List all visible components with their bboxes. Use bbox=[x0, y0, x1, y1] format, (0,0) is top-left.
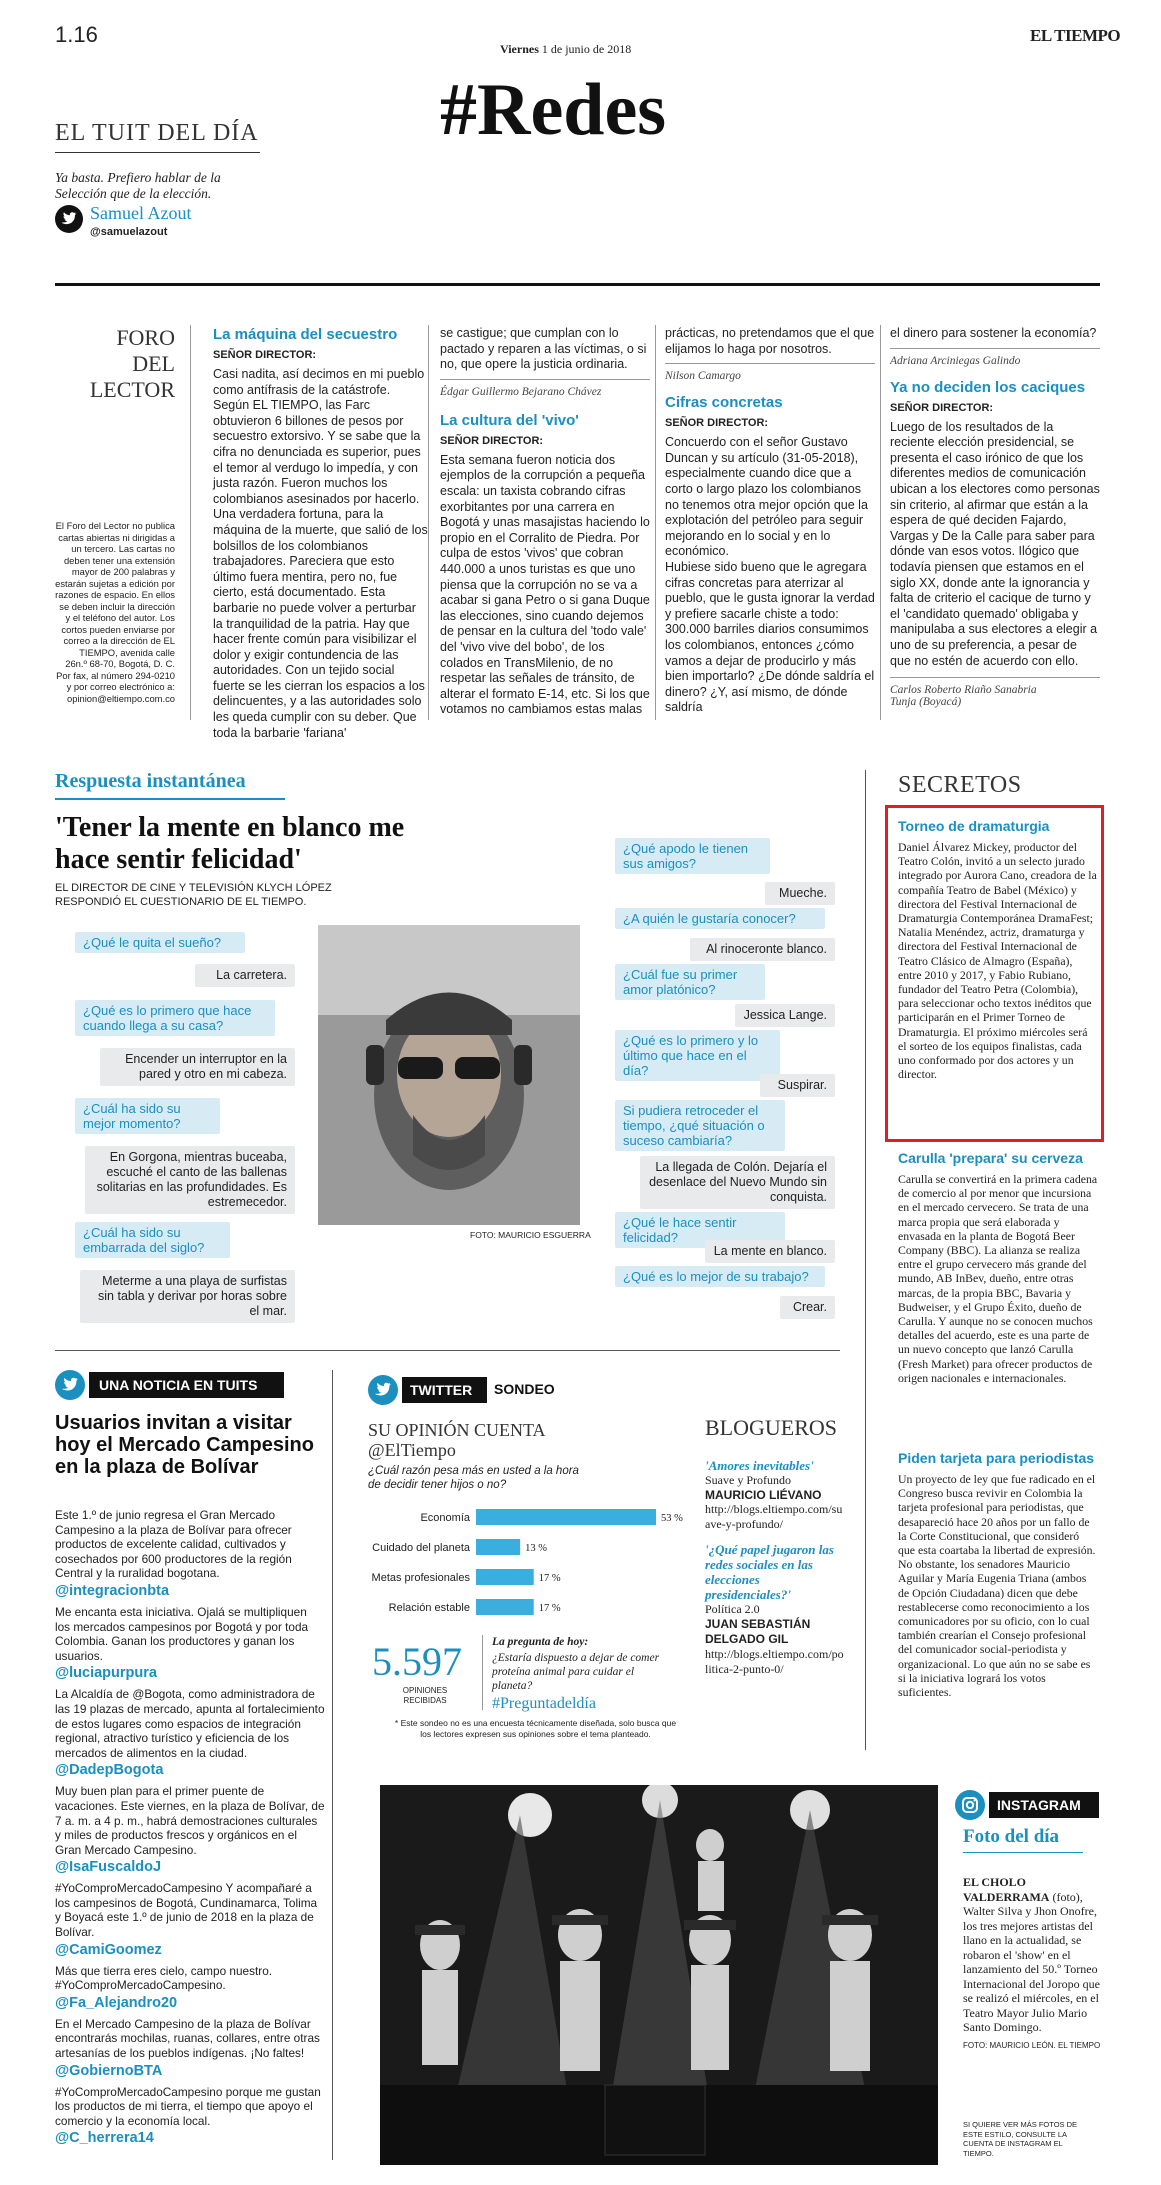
right-a-4: Suspirar. bbox=[760, 1074, 835, 1097]
header-rule bbox=[55, 283, 1100, 286]
secretos-item-2 bbox=[898, 1150, 1098, 1385]
left-a-4: Meterme a una playa de surfistas sin tabla y derivar por horas sobre el mar. bbox=[80, 1270, 295, 1323]
tweet-7 bbox=[55, 2017, 325, 2079]
letter-2-title: La cultura del 'vivo' bbox=[440, 411, 579, 429]
letter-2-signature: Nilson Camargo bbox=[665, 370, 741, 383]
tweet-text: La Alcaldía de @Bogota, como administradora de las 19 plazas de mercado, apunta al fortalecimiento de estos lugares como espacios de integración regional, atractivo turístico y eficiencia de los mercados de alimentos en la ciudad. bbox=[55, 1687, 325, 1760]
tuit-author: Samuel Azout bbox=[90, 203, 192, 223]
next-question: ¿Estaría dispuesto a dejar de comer proteína animal para cuidar el planeta? bbox=[492, 1652, 660, 1692]
letter-4-body: Luego de los resultados de la reciente elección presidencial, se presenta el caso irónico de que los diferentes medios de comunicación ubican a los electores como personas sin criterio, al afirmar que están a la espera de qué deciden Fajardo, Vargas y De la Calle para saber para dónde van esos votos. Ilógico que todavía piensen que estamos en el siglo XX, donde ante la ignorancia y falta de criterio el cacique de turno y el 'candidato quemado' obligaba y manipulaba a sus electores a elegir a uno de su preferencia, a pesar de que no estén de acuerdo con ello. bbox=[890, 419, 1100, 668]
letter-4-salutation: SEÑOR DIRECTOR: bbox=[890, 401, 994, 414]
blog-title: '¿Qué papel jugaron las redes sociales en las elecciones presidenciales?' bbox=[705, 1542, 834, 1602]
respuesta-dek: EL DIRECTOR DE CINE Y TELEVISIÓN KLYCH LÓPEZ RESPONDIÓ EL CUESTIONARIO DE EL TIEMPO. bbox=[55, 882, 332, 908]
tweet-handle[interactable]: @integracionbta bbox=[55, 1582, 170, 1599]
col-rule-1 bbox=[428, 325, 429, 720]
tweet-handle[interactable]: @DadepBogota bbox=[55, 1762, 164, 1779]
blogueros-list bbox=[705, 1458, 845, 1677]
letter-1-body: Casi nadita, así decimos en mi pueblo como antífrasis de la catástrofe. Según EL TIEMPO, las Farc obtuvieron 6 billones de pesos por secuestro extorsivo. Y se sabe que la cifra no denunciada es superior, pues el temor al verdugo lo impedía, y con justa razón. Fueron muchos los colombianos asesinados por hacerlo. Una verdadera fortuna, para la máquina de la muerte, que salió de los bolsillos de los colombianos trabajadores. Pareciera que esto último fuera mentira, pero no, fue cierto, está documentado. Esta barbarie no puede volver a perturbar la tranquilidad de la patria. Hay que hacer frente común para visibilizar el dolor y exigir contundencia de las autoridades. Con un tejido social fuerte se les cierran los espacios a los delincuentes, y a las autoridades solo les queda cumplir con su deber. Que toda la barbarie 'fariana' bbox=[213, 367, 428, 740]
right-q-3: ¿Cuál fue su primer amor platónico? bbox=[615, 964, 765, 1000]
twitter-bird-icon bbox=[55, 205, 83, 233]
instagram-icon bbox=[955, 1790, 985, 1820]
right-a-1: Mueche. bbox=[765, 882, 835, 905]
page-number: 1.16 bbox=[55, 22, 98, 47]
instagram-photo bbox=[380, 1785, 938, 2165]
letter-2-continuation: prácticas, no pretendamos que el que elijamos lo haga por nosotros. bbox=[665, 326, 875, 356]
col-rule-2 bbox=[655, 325, 656, 720]
next-question-label: La pregunta de hoy: bbox=[492, 1636, 589, 1648]
right-q-4: ¿Qué es lo primero y lo último que hace en el día? bbox=[615, 1030, 780, 1081]
blogueros-title: BLOGUEROS bbox=[705, 1415, 838, 1440]
tweet-text: Más que tierra eres cielo, campo nuestro. #YoComproMercadoCampesino. bbox=[55, 1963, 273, 1993]
respuesta-kicker: Respuesta instantánea bbox=[55, 770, 246, 792]
right-q-5: Si pudiera retroceder el tiempo, ¿qué situación o suceso cambiaría? bbox=[615, 1100, 785, 1151]
date-rest: 1 de junio de 2018 bbox=[541, 42, 632, 56]
sondeo-brand: TWITTER bbox=[402, 1377, 487, 1403]
blog-name: Suave y Profundo bbox=[705, 1473, 791, 1487]
left-a-2: Encender un interruptor en la pared y otro en mi cabeza. bbox=[100, 1048, 295, 1086]
blog-item-2[interactable] bbox=[705, 1542, 845, 1677]
tweet-text: Me encanta esta iniciativa. Ojalá se multipliquen los mercados campesinos por Bogotá y por toda Colombia. Ganan los productores y ganan los usuarios. bbox=[55, 1604, 309, 1663]
right-a-6: La mente en blanco. bbox=[705, 1240, 835, 1263]
bar bbox=[476, 1509, 656, 1525]
sondeo-bar-chart bbox=[368, 1505, 698, 1625]
portrait-photo bbox=[318, 925, 580, 1225]
tweet-handle[interactable]: @CamiGoomez bbox=[55, 1941, 162, 1958]
bar bbox=[476, 1569, 534, 1585]
left-q-4: ¿Cuál ha sido su embarrada del siglo? bbox=[75, 1222, 230, 1258]
letter-1-salutation: SEÑOR DIRECTOR: bbox=[213, 349, 317, 361]
right-q-1: ¿Qué apodo le tienen sus amigos? bbox=[615, 838, 770, 874]
foro-rule bbox=[190, 325, 191, 720]
right-a-2: Al rinoceronte blanco. bbox=[690, 938, 835, 961]
secretos-item-3 bbox=[898, 1450, 1098, 1699]
blog-author: JUAN SEBASTIÁN DELGADO GIL bbox=[705, 1617, 811, 1646]
instagram-title-underline bbox=[963, 1852, 1083, 1853]
letter-2-sig-rule bbox=[665, 363, 875, 364]
tuits-rule bbox=[332, 1370, 333, 2160]
tweet-text: En el Mercado Campesino de la plaza de Bolívar encontrarás mochilas, ruanas, collares, entre otras artesanías de los pueblos indígenas. ¡No faltes! bbox=[55, 2016, 320, 2061]
tweet-1 bbox=[55, 1508, 325, 1599]
portrait-credit: FOTO: MAURICIO ESGUERRA bbox=[470, 1230, 591, 1240]
respuesta-headline: 'Tener la mente en blanco me hace sentir felicidad' bbox=[55, 812, 405, 875]
instagram-label: INSTAGRAM bbox=[989, 1792, 1099, 1818]
twitter-bird-icon bbox=[368, 1375, 398, 1405]
tweet-6 bbox=[55, 1964, 325, 2011]
letter-1-signature: Édgar Guillermo Bejarano Chávez bbox=[440, 385, 602, 398]
tweet-handle[interactable]: @Fa_Alejandro20 bbox=[55, 1994, 178, 2011]
tuit-handle: @samuelazout bbox=[90, 226, 168, 238]
sondeo-footnote: * Este sondeo no es una encuesta técnicamente diseñada, solo busca que los lectores expresen sus opiniones sobre el tema planteado. bbox=[394, 1718, 677, 1739]
blog-item-1[interactable] bbox=[705, 1458, 845, 1532]
letter-3-salutation: SEÑOR DIRECTOR: bbox=[665, 417, 769, 430]
secretos-item-2-body: Carulla se convertirá en la primera cadena de comercio al por menor que incursiona en el mercado cervecero. Se trata de una marca propia que será elaborada y envasada en la planta de Bogotá Beer Company (BBC). La alianza se realiza entre el grupo cervecero más grande del mundo, AB InBev, dueño, entre otras marcas, de la propia BBC, Bavaria y Budweiser, y el Grupo Éxito, dueño de Carulla. Y aunque no se conocen muchos detalles del acuerdo, este es una parte de un nuevo concepto que lanzó Carulla (Fresh Market) para ofrecer productos de origen nacionales e internacionales. bbox=[898, 1172, 1098, 1385]
letter-3-title: Cifras concretas bbox=[665, 394, 783, 412]
right-a-3: Jessica Lange. bbox=[735, 1004, 835, 1027]
sondeo-title: SU OPINIÓN CUENTA bbox=[368, 1420, 546, 1440]
secretos-item-1 bbox=[898, 818, 1098, 1081]
letter-2-salutation: SEÑOR DIRECTOR: bbox=[440, 434, 544, 447]
noticia-tuits-headline: Usuarios invitan a visitar hoy el Mercado Campesino en la plaza de Bolívar bbox=[55, 1412, 314, 1478]
instagram-body bbox=[963, 1875, 1103, 2051]
instagram-title: Foto del día bbox=[963, 1826, 1060, 1847]
left-q-2: ¿Qué es lo primero que hace cuando llega a su casa? bbox=[75, 1000, 275, 1036]
letter-1-cont bbox=[440, 326, 650, 718]
bar-label: Relación estable bbox=[388, 1602, 470, 1614]
noticia-tuits-label: UNA NOTICIA EN TUITS bbox=[89, 1372, 284, 1398]
letter-3-body: Concuerdo con el señor Gustavo Duncan y su artículo (31-05-2018), especialmente cuando dice que a corto o largo plazo los colombianos no tenemos otra mejor opción que la explotación del petróleo para seguir mejorando en lo social y en lo económico. Hubiese sido bueno que le agregara cifras concretas para aterrizar al pueblo, que le gusta ignorar la verdad y prefiere sacarle chiste a todo: 300.000 barriles diarios consumimos los colombianos, entonces ¿cómo vamos a dejar de producirlo y más bien importarlo? ¿De dónde saldría el dinero? ¿Y, así mismo, de dónde saldría bbox=[665, 435, 875, 715]
secretos-item-2-title: Carulla 'prepara' su cerveza bbox=[898, 1150, 1083, 1166]
blog-name: Política 2.0 bbox=[705, 1602, 760, 1616]
secretos-item-1-title: Torneo de dramaturgia bbox=[898, 818, 1050, 834]
tweet-2 bbox=[55, 1605, 325, 1681]
tweet-5 bbox=[55, 1881, 325, 1957]
tuit-del-dia-label: EL TUIT DEL DÍA bbox=[55, 120, 259, 146]
tweet-handle[interactable]: @C_herrera14 bbox=[55, 2130, 154, 2147]
left-q-1: ¿Qué le quita el sueño? bbox=[75, 932, 245, 953]
tweet-text: Muy buen plan para el primer puente de vacaciones. Este viernes, en la plaza de Bolívar, de 7 a. m. a 4 p. m., habrá demostraciones culturales y miles de productos frescos y orgánicos en el Gran Mercado Campesino. bbox=[55, 1784, 325, 1857]
letter-4-signature: Carlos Roberto Riaño Sanabria bbox=[890, 684, 1037, 697]
tweet-4 bbox=[55, 1784, 325, 1875]
secretos-title: SECRETOS bbox=[898, 772, 1022, 798]
foro-note: El Foro del Lector no publica cartas abiertas ni dirigidas a un tercero. Las cartas no deben tener una extensión mayor de 200 palabras y estarán sujetas a edición por razones de espacio. En ellos se deben incluir la dirección y el teléfono del autor. Los cortos pueden enviarse por correo a la dirección de EL TIEMPO, avenida calle 26n.º 68-70, Bogotá, D. C. Por fax, al número 294-0210 y por correo electrónico a: opinion@eltiempo.com.co bbox=[55, 520, 175, 704]
twitter-bird-icon bbox=[55, 1370, 85, 1400]
bar-value-label: 13 % bbox=[525, 1543, 548, 1554]
letter-3-cont bbox=[890, 326, 1100, 708]
right-a-5: La llegada de Colón. Dejaría el desenlace del Nuevo Mundo sin conquista. bbox=[640, 1156, 835, 1209]
letter-1-continuation: se castigue; que cumplan con lo pactado y reparen a las víctimas, o si no, que opere la justicia ordinaria. bbox=[440, 326, 647, 372]
sondeo-inner-rule bbox=[482, 1635, 483, 1710]
foro-title: FORO DEL LECTOR bbox=[89, 325, 175, 402]
right-a-7: Crear. bbox=[780, 1296, 835, 1319]
date-line bbox=[500, 42, 631, 57]
blog-url[interactable]: http://blogs.eltiempo.com/politica-2-punto-0/ bbox=[705, 1647, 844, 1676]
noticia-tuits-list bbox=[55, 1508, 325, 2152]
tweet-text: Este 1.º de junio regresa el Gran Mercado Campesino a la plaza de Bolívar para ofrecer productos de excelente calidad, cultivados y cosechados por 600 productores de la región Central y la ruralidad bogotana. bbox=[55, 1508, 292, 1581]
left-a-1: La carretera. bbox=[195, 964, 295, 987]
secretos-item-1-body: Daniel Álvarez Mickey, productor del Teatro Colón, invitó a un selecto jurado integrado por Aurora Cano, creadora de la compañía Teatro de Babel (México) y directora del Festival Internacional de Dramaturgia Contemporánea DramaFest; Natalia Menéndez, actriz, dramaturga y directora del Festival Internacional de Teatro Clásico de Almagro (España), entre 2010 y 2017, y Fabio Rubiano, fundador del Teatro Petra (Colombia), para seleccionar ocho textos inéditos que participarán en el Primer Torneo de Dramaturgia. El próximo miércoles será el sorteo de los equipos finalistas, cada uno conformado por dos actores y un director. bbox=[898, 840, 1097, 1082]
opinions-count: 5.597 bbox=[372, 1639, 462, 1684]
blog-url[interactable]: http://blogs.eltiempo.com/suave-y-profundo/ bbox=[705, 1502, 843, 1531]
respuesta-kicker-underline bbox=[55, 798, 285, 800]
instagram-credit: FOTO: MAURICIO LEÓN. EL TIEMPO bbox=[963, 2040, 1101, 2050]
tuit-del-dia-underline bbox=[55, 152, 260, 153]
letter-3-sig-rule bbox=[890, 348, 1100, 349]
tweet-text: #YoComproMercadoCampesino Y acompañaré a los campesinos de Bogotá, Cundinamarca, Tolima y Boyacá este 1.º de junio de 2018 en la plaza de Bolívar. bbox=[55, 1881, 318, 1940]
letter-1-sig-rule bbox=[440, 379, 650, 380]
brand-logo: EL TIEMPO bbox=[1030, 26, 1121, 45]
sondeo-handle: @ElTiempo bbox=[368, 1440, 456, 1460]
tweet-text: #YoComproMercadoCampesino porque me gustan los productos de mi tierra, el tiempo que apoyo el comercio y la economía local. bbox=[55, 2084, 321, 2128]
instagram-body-text: (foto), Walter Silva y Jhon Onofre, los tres mejores artistas del llano en la actualidad, se robaron el 'show' en el lanzamiento del 50.º Torneo Internacional del Joropo que se realizó el miércoles, en el Teatro Mayor Julio Mario Santo Domingo. bbox=[963, 1889, 1100, 2034]
letter-1-title: La máquina del secuestro bbox=[213, 326, 398, 343]
bar-label: Economía bbox=[420, 1512, 470, 1524]
secretos-rule bbox=[865, 770, 866, 1750]
opinions-label: OPINIONES RECIBIDAS bbox=[402, 1686, 448, 1705]
tuit-del-dia-text: Ya basta. Prefiero hablar de la Selección que de la elección. bbox=[55, 170, 221, 201]
letter-4-sig-rule bbox=[890, 677, 1100, 678]
letter-4-title: Ya no deciden los caciques bbox=[890, 378, 1086, 396]
letter-3-continuation: el dinero para sostener la economía? bbox=[890, 326, 1097, 340]
secretos-item-3-title: Piden tarjeta para periodistas bbox=[898, 1450, 1095, 1466]
bar-value-label: 17 % bbox=[538, 1603, 561, 1614]
letter-3-signature: Adriana Arciniegas Galindo bbox=[890, 354, 1021, 367]
tweet-handle[interactable]: @luciapurpura bbox=[55, 1665, 157, 1682]
left-a-3: En Gorgona, mientras buceaba, escuché el canto de las ballenas solitarias en las profundidades. Es estremecedor. bbox=[85, 1146, 295, 1214]
respuesta-bottom-rule bbox=[55, 1350, 840, 1351]
sondeo-label: SONDEO bbox=[494, 1381, 555, 1397]
section-title: #Redes bbox=[440, 69, 667, 151]
blog-author: MAURICIO LIÉVANO bbox=[705, 1488, 822, 1502]
right-q-6: ¿Qué le hace sentir felicidad? bbox=[615, 1212, 785, 1248]
instagram-cta[interactable]: SI QUIERE VER MÁS FOTOS DE ESTE ESTILO, CONSULTE LA CUENTA DE INSTAGRAM EL TIEMPO. bbox=[963, 2120, 1078, 2158]
tweet-3 bbox=[55, 1687, 325, 1778]
right-q-2: ¿A quién le gustaría conocer? bbox=[615, 908, 825, 929]
hashtag[interactable]: #Preguntadeldía bbox=[492, 1695, 596, 1712]
left-q-3: ¿Cuál ha sido su mejor momento? bbox=[75, 1098, 220, 1134]
bar-value-label: 17 % bbox=[538, 1573, 561, 1584]
bar-label: Cuidado del planeta bbox=[372, 1542, 470, 1554]
bar bbox=[476, 1539, 520, 1555]
date-day: Viernes bbox=[500, 42, 539, 56]
bar-value-label: 53 % bbox=[661, 1513, 683, 1524]
letter-4-signature-city: Tunja (Boyacá) bbox=[890, 696, 962, 709]
sondeo-question: ¿Cuál razón pesa más en usted a la hora de decidir tener hijos o no? bbox=[368, 1465, 579, 1491]
tweet-8 bbox=[55, 2085, 325, 2147]
tweet-handle[interactable]: @IsaFuscaldoJ bbox=[55, 1859, 162, 1876]
instagram-body-bold: EL CHOLO VALDERRAMA bbox=[963, 1875, 1050, 1904]
bar-label: Metas profesionales bbox=[371, 1572, 470, 1584]
right-q-7: ¿Qué es lo mejor de su trabajo? bbox=[615, 1266, 825, 1287]
letter-2-cont bbox=[665, 326, 875, 716]
col-rule-3 bbox=[880, 325, 881, 720]
letter-2-body: Esta semana fueron noticia dos ejemplos de la corrupción a pequeña escala: un taxista cobrando cifras exorbitantes por una carrera en Bogotá y unas masajistas haciendo lo propio en el Corralito de Piedra. Por culpa de estos 'vivos' que cobran 440.000 a unos turistas es que uno piensa que la corrupción no se va a acabar si gana Petro o si gana Duque las elecciones, sino cuando dejemos de pensar en la cultura del 'todo vale' del 'vivo vive del bobo', de los colados en TransMilenio, de no respetar las señales de tránsito, de alterar el formato E-14, etc. Si los que votamos no cambiamos estas malas bbox=[440, 452, 650, 717]
bar bbox=[476, 1599, 534, 1615]
blog-title: 'Amores inevitables' bbox=[705, 1458, 814, 1473]
tweet-handle[interactable]: @GobiernoBTA bbox=[55, 2062, 163, 2079]
secretos-item-3-body: Un proyecto de ley que fue radicado en el Congreso busca revivir en Colombia la tarjeta profesional para periodistas, que desapareció hace 20 años por un fallo de la Corte Constitucional, que consideró que esta coartaba la libertad de expresión. No obstante, los senadores Mauricio Aguilar y María Eugenia Triana (ambos de Opción Ciudadana) dicen que debe restablecerse como reconocimiento a los comunicadores por su oficio, con lo cual también crearían el Consejo profesional del comunicador social-periodista y organizacional. Lo que aún no se sabe es si la iniciativa logrará los votos suficientes. bbox=[898, 1472, 1096, 1700]
letter-1 bbox=[213, 326, 428, 741]
